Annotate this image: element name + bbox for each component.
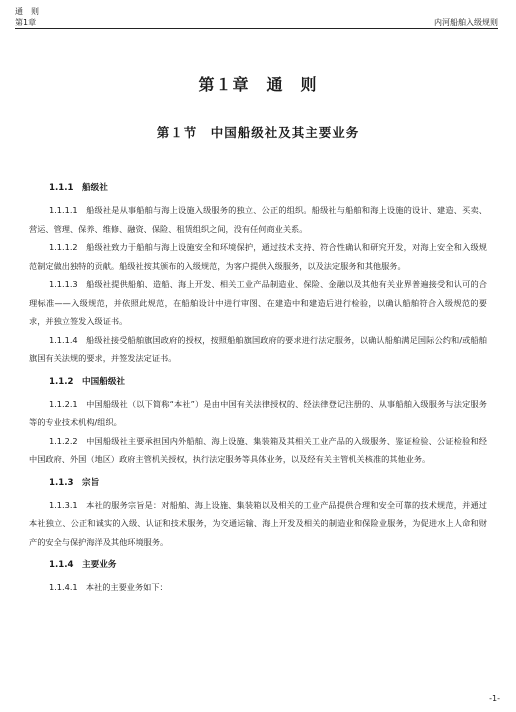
section-block	[29, 559, 487, 597]
header-rule	[15, 28, 498, 29]
paragraph: 1.1.1.3 船级社提供船舶、造船、海上开发、相关工业产品制造业、保险、金融以及其他有关业界普遍接受和认可的合理标准——入级规范，并依照此规范，在船舶设计中进行审图、在建造中和建造后进行检验，以确认船舶符合入级规范的要求，并独立签发入级证书。	[29, 279, 487, 326]
running-header-left	[15, 6, 39, 28]
paragraph: 1.1.2.2 中国船级社主要承担国内外船舶、海上设施、集装箱及其相关工业产品的入级服务、鉴证检验、公证检验和经中国政府、外国（地区）政府主管机关授权，执行法定服务等具体业务，以及经有关主管机关核准的其他业务。	[29, 435, 487, 464]
paragraph: 1.1.2.1 中国船级社（以下简称“本社”）是由中国有关法律授权的、经法律登记注册的、从事船舶入级服务与法定服务等的专业技术机构/组织。	[29, 398, 487, 427]
paragraph: 1.1.1.4 船级社接受船舶旗国政府的授权，按照船舶旗国政府的要求进行法定服务，以确认船舶满足国际公约和/或船舶旗国有关法规的要求，并签发法定证书。	[29, 334, 487, 363]
subsection-heading: 1.1.1 船级社	[49, 183, 108, 193]
subsection-heading: 1.1.3 宗旨	[49, 477, 100, 488]
running-header-right: 内河船舶入级规则	[434, 18, 498, 27]
section-block	[29, 376, 487, 469]
paragraph: 1.1.1.2 船级社致力于船舶与海上设施安全和环境保护，通过技术支持、符合性确认和研究开发，对海上安全和入级规范制定做出独特的贡献。船级社按其颁布的入级规范，为客户提供入级服务，以及法定服务和其他服务。	[29, 242, 487, 271]
paragraph: 1.1.4.1 本社的主要业务如下：	[49, 582, 168, 592]
section-title: 第１节 中国船级社及其主要业务	[156, 125, 360, 140]
document-body	[29, 182, 487, 597]
page-number: -1-	[489, 694, 500, 703]
subsection-heading: 1.1.4 主要业务	[49, 560, 117, 570]
section-block	[29, 182, 487, 368]
paragraph: 1.1.3.1 本社的服务宗旨是：对船舶、海上设施、集装箱以及相关的工业产品提供合理和安全可靠的技术规范，并通过本社独立、公正和诚实的入级、认证和技术服务，为交通运输、海上开发及相关的制造业和保险业服务，为促进水上人命和财产的安全与保护海洋及其他环境服务。	[29, 499, 487, 547]
chapter-title: 第１章 通 则	[198, 75, 318, 94]
paragraph: 1.1.1.1 船级社是从事船舶与海上设施入级服务的独立、公正的组织。船级社与船舶和海上设施的设计、建造、买卖、营运、管理、保养、维修、融资、保险、租赁组织之间，没有任何商业关系。	[29, 205, 487, 234]
section-block	[29, 477, 487, 552]
header-chapter-label: 第1章	[15, 18, 37, 27]
subsection-heading: 1.1.2 中国船级社	[49, 376, 126, 387]
header-section-title: 通 则	[15, 7, 39, 16]
